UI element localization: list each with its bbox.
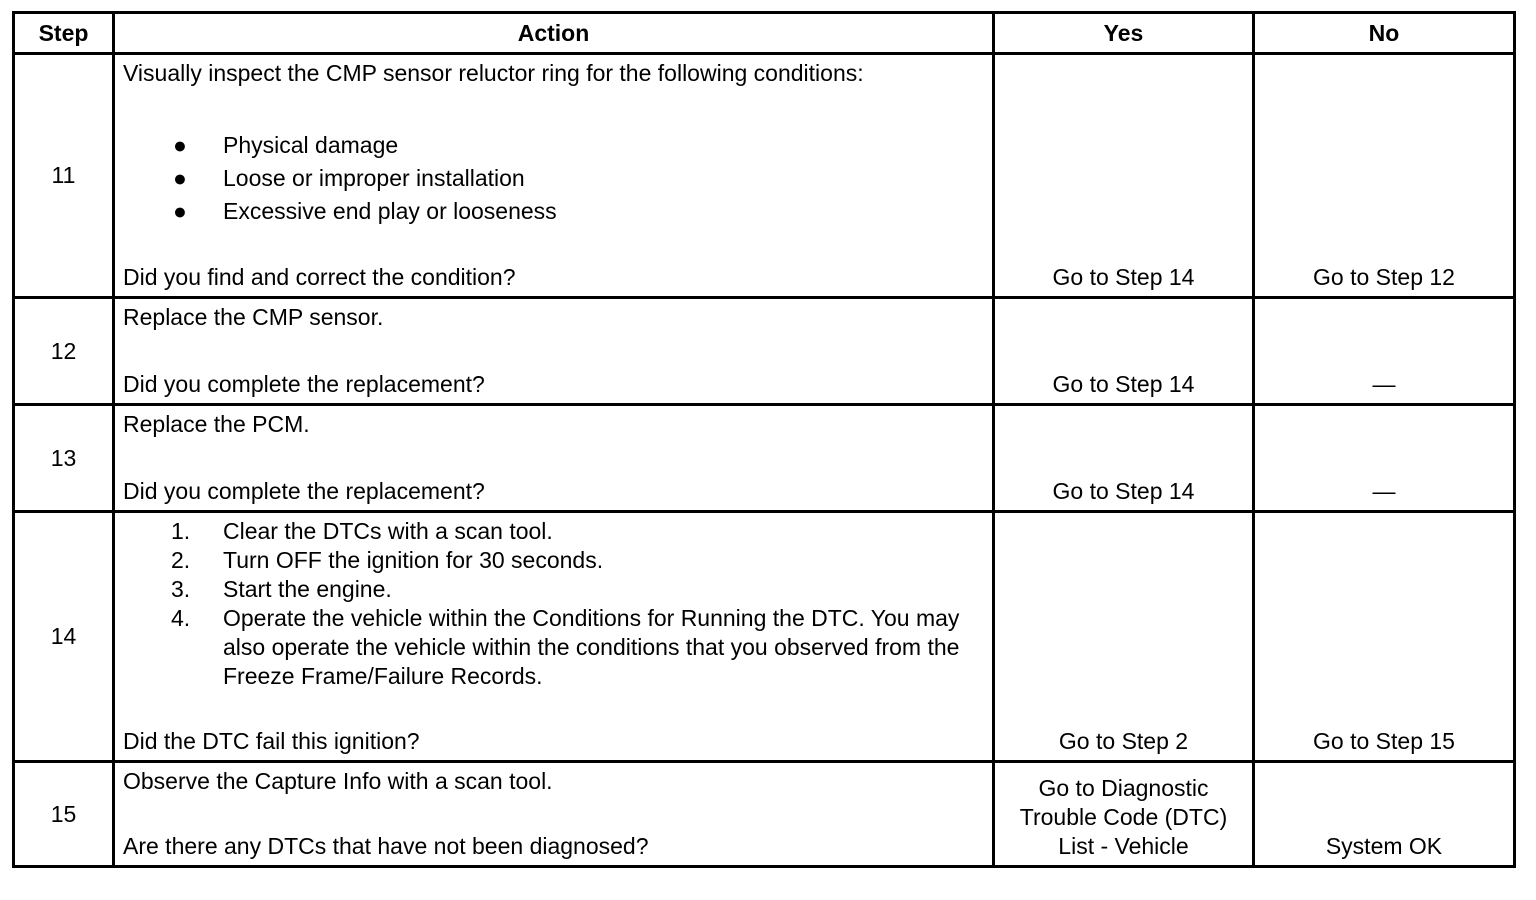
no-outcome: — xyxy=(1255,299,1513,406)
action-question: Did the DTC fail this ignition? xyxy=(123,728,420,754)
action-cell xyxy=(115,406,995,513)
action-question: Are there any DTCs that have not been diagnosed? xyxy=(123,833,649,859)
no-outcome: — xyxy=(1255,406,1513,513)
step-number: 11 xyxy=(15,55,115,299)
no-outcome: Go to Step 12 xyxy=(1255,55,1513,299)
table-row xyxy=(15,55,1513,299)
bullet-icon: ● xyxy=(173,165,187,191)
list-item: 4. Operate the vehicle within the Conditions for Running the DTC. You may also operate the vehicle within the conditions that you observed from the Freeze Frame/Failure Records. xyxy=(171,605,960,689)
yes-outcome: Go to Step 14 xyxy=(995,55,1255,299)
bullet-icon: ● xyxy=(173,198,187,224)
yes-outcome: Go to Step 14 xyxy=(995,406,1255,513)
step-number: 12 xyxy=(15,299,115,406)
diagnostic-table xyxy=(12,11,1516,868)
action-intro: Visually inspect the CMP sensor reluctor ring for the following conditions: xyxy=(123,60,864,86)
list-item: ● Loose or improper installation xyxy=(123,162,984,195)
condition-list xyxy=(123,129,984,228)
header-action: Action xyxy=(115,14,995,55)
table-row xyxy=(15,763,1513,865)
action-question: Did you find and correct the condition? xyxy=(123,264,516,290)
list-item: ● Physical damage xyxy=(123,129,984,162)
action-cell xyxy=(115,55,995,299)
header-yes: Yes xyxy=(995,14,1255,55)
action-cell xyxy=(115,763,995,865)
list-item: 2. Turn OFF the ignition for 30 seconds. xyxy=(171,547,604,573)
action-intro: Replace the CMP sensor. xyxy=(123,304,384,330)
table-row xyxy=(15,406,1513,513)
header-no: No xyxy=(1255,14,1513,55)
action-cell xyxy=(115,299,995,406)
yes-outcome: Go to Diagnostic Trouble Code (DTC) List - Vehicle xyxy=(995,763,1255,865)
step-number: 14 xyxy=(15,513,115,763)
yes-outcome: Go to Step 14 xyxy=(995,299,1255,406)
procedure-list xyxy=(123,517,984,691)
no-outcome: Go to Step 15 xyxy=(1255,513,1513,763)
no-outcome: System OK xyxy=(1325,833,1443,859)
table-row xyxy=(15,513,1513,763)
list-item: ● Excessive end play or looseness xyxy=(123,195,984,228)
action-intro: Replace the PCM. xyxy=(123,411,310,437)
step-number: 15 xyxy=(15,763,115,865)
yes-outcome: Go to Step 2 xyxy=(995,513,1255,763)
action-question: Did you complete the replacement? xyxy=(123,371,485,397)
step-number: 13 xyxy=(15,406,115,513)
list-item: 1. Clear the DTCs with a scan tool. xyxy=(171,518,553,544)
action-question: Did you complete the replacement? xyxy=(123,478,485,504)
table-row xyxy=(15,299,1513,406)
action-intro: Observe the Capture Info with a scan tool. xyxy=(123,768,553,794)
header-row xyxy=(15,14,1513,55)
action-cell xyxy=(115,513,995,763)
list-item: 3. Start the engine. xyxy=(171,576,392,602)
bullet-icon: ● xyxy=(173,132,187,158)
header-step: Step xyxy=(15,14,115,55)
